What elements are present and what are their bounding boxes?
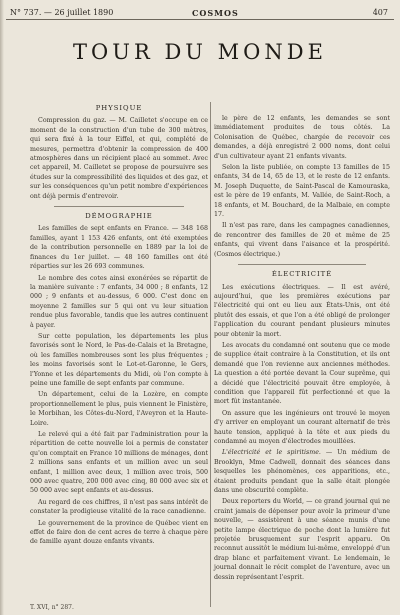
section-masthead: TOUR DU MONDE [73, 40, 327, 64]
demographie-paragraph: Le gouvernement de la province de Québec vient en effet de faire don de cent acres de terre à chaque père de famille ayant douze enfants vivants. [30, 519, 208, 546]
journal-name: COSMOS [192, 8, 239, 18]
page-footer: T. XVI, n° 287. [30, 604, 74, 611]
intro-paragraph: Il n'est pas rare, dans les campagnes canadiennes, de rencontrer des familles de 20 et même de 25 enfants, qui vivent dans l'aisance et la prospérité. (Cosmos électrique.) [214, 222, 390, 258]
demographie-paragraph: Les familles de sept enfants en France. — 348 168 familles, ayant 1 153 426 enfants, ont été exemptées de la contribution personnelle en 1889 par la loi de finances du 1er juillet. — 48 160 familles ont été réparties sur les 26 693 communes. [30, 225, 208, 271]
page-header [6, 6, 394, 20]
spiritism-lead: L'électricité et le spiritisme. [222, 449, 321, 457]
section-title-demographie: DÉMOGRAPHIE [85, 212, 153, 221]
demographie-paragraph: Le relevé qui a été fait par l'administration pour la répartition de cette nouvelle loi a permis de constater qu'on comptait en France 10 millions de ménages, dont 2 millions sans enfants et un million avec un seul enfant, 1 million avec deux, 1 million avec trois, 500 000 avec quatre, 200 000 avec cinq, 80 000 avec six et 50 000 avec sept enfants et au-dessus. [30, 431, 208, 495]
demographie-paragraph: Sur cette population, les départements les plus favorisés sont le Nord, le Pas-de-Calais et la Bretagne, où les familles nombreuses sont les plus fréquentes ; les moins favorisés sont le Lot-et-Garonne, le Gers, l'Yonne et les départements du Midi, où l'on compte à peine une famille de sept enfants par commune. [30, 332, 208, 387]
issue-date: N° 737. — 26 juillet 1890 [10, 8, 114, 17]
electricite-paragraph: On assure que les ingénieurs ont trouvé le moyen d'y arriver en employant un courant alternatif de très haute tension, appliqué à la tête et aux pieds du condamné au moyen d'électrodes mouillées. [214, 409, 390, 445]
spiritism-paragraph: Deux reporters du World, — ce grand journal qui ne craint jamais de dépenser pour avoir la primeur d'une nouvelle, — assistèrent à une séance munis d'une petite lampe électrique de poche dont la lumière fut projetée brusquement sur l'esprit apparu. On reconnut aussitôt le médium lui-même, enveloppé d'un drap blanc et parfaitement vivant. Le lendemain, le journal donnait le récit complet de l'aventure, avec un dessin représentant l'esprit. [214, 498, 390, 581]
page-number: 407 [372, 8, 388, 17]
right-column [214, 114, 390, 584]
section-divider [54, 206, 184, 207]
electricite-paragraph: Les avocats du condamné ont soutenu que ce mode de supplice était contraire à la Constitution, et ils ont demandé que l'on revienne aux anciennes méthodes. La question a été portée devant la Cour suprême, qui a décidé que l'électricité pouvait être employée, à condition que l'appareil fût perfectionné et que la mort fût instantanée. [214, 341, 390, 406]
section-title-physique: PHYSIQUE [95, 104, 143, 112]
column-divider [210, 102, 211, 607]
left-column [30, 102, 208, 549]
section-divider [238, 264, 366, 265]
intro-paragraph: le père de 12 enfants, les demandes se sont immédiatement produites de tous côtés. La Colonisation de Québec, chargée de recevoir ces demandes, a déjà enregistré 2 000 noms, dont celui d'un cultivateur ayant 21 enfants vivants. [214, 115, 390, 160]
spiritism-text: — Un médium de Brooklyn, Mme Cadwell, donnait des séances dans lesquelles les phénomènes, ces apparitions, etc., étaient produits pendant que la salle était plongée dans une obscurité complète. [214, 449, 390, 495]
physique-paragraph: Compression du gaz. — M. Cailletet s'occupe en ce moment de la construction d'un tube de 300 mètres, qui sera fixé à la tour Eiffel, et qui, complété de mesures, permettra d'obtenir la compression de 400 atmosphères dans un récipient placé au sommet. Avec cet appareil, M. Cailletet se propose de poursuivre ses études sur la compressibilité des liquides et des gaz, et sur les conséquences qu'un petit nombre d'expériences ont déjà permis d'entrevoir. [30, 117, 208, 200]
page-binding-shadow [0, 0, 4, 615]
spiritism-paragraph [214, 448, 390, 495]
section-title-electricite: ÉLECTRICITÉ [271, 270, 333, 279]
demographie-paragraph: Au regard de ces chiffres, il n'est pas sans intérêt de constater la prodigieuse vitalité de la race canadienne. [30, 498, 208, 516]
intro-paragraph: Selon la liste publiée, on compte 13 familles de 15 enfants, 34 de 14, 65 de 13, et le reste de 12 enfants. M. Joseph Duquette, de Saint-Pascal de Kamouraska, est le père de 19 enfants, M. Vallée, de Saint-Roch, a 18 enfants, et M. Bouchard, de la Malbaie, en compte 17. [214, 164, 390, 219]
demographie-paragraph: Le nombre des cotes ainsi exonérées se répartit de la manière suivante : 7 enfants, 34 000 ; 8 enfants, 12 000 ; 9 enfants et au-dessus, 6 000. C'est donc en moyenne 2 familles sur 5 qui ont vu leur situation rendue plus favorable, tandis que les autres continuent à payer. [30, 274, 208, 329]
demographie-paragraph: Un département, celui de la Lozère, en compte proportionnellement le plus, puis viennent le Finistère, le Morbihan, les Côtes-du-Nord, l'Aveyron et la Haute-Loire. [30, 391, 208, 427]
electricite-paragraph: Les exécutions électriques. — Il est avéré, aujourd'hui, que les premières exécutions par l'électricité qui ont eu lieu aux États-Unis, ont été plutôt des essais, et que l'on a été obligé de prolonger l'application du courant pendant plusieurs minutes pour obtenir la mort. [214, 283, 390, 338]
